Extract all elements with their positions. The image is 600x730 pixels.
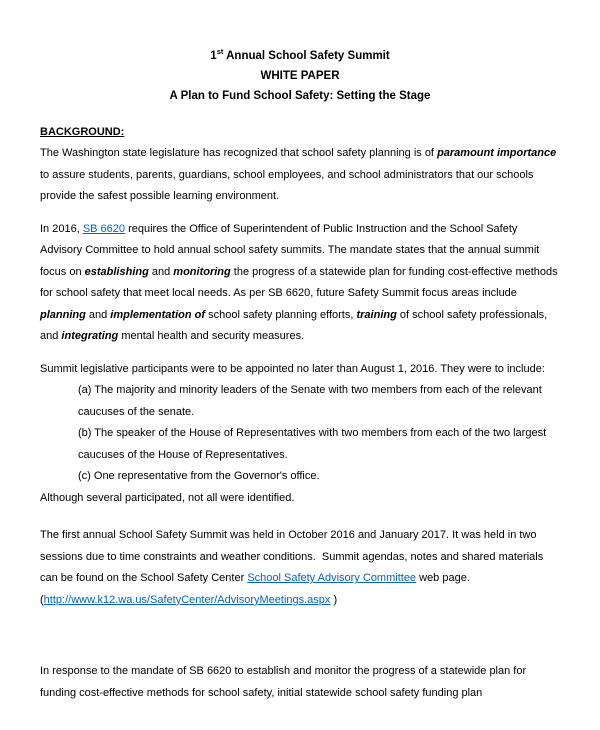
- text-run: school safety planning efforts,: [205, 308, 357, 321]
- text-run: of school safety professionals, and: [40, 308, 551, 343]
- inline-link[interactable]: http://www.k12.wa.us/SafetyCenter/AdvisoryMeetings.aspx: [43, 593, 331, 606]
- document-header: [40, 42, 560, 106]
- paragraph-legislature: [40, 143, 560, 208]
- list-item-c: (c) One representative from the Governor's office.: [78, 470, 320, 483]
- list-item-b: (b) The speaker of the House of Representatives with two members from each of the two largest caucuses of the House of Representatives.: [78, 427, 550, 461]
- text-run: (: [40, 593, 44, 606]
- text-run: mental health and security measures.: [118, 330, 305, 343]
- paragraph-participants-intro: Summit legislative participants were to be appointed no later than August 1, 2016. They were to include:: [40, 362, 545, 375]
- text-run: In 2016,: [40, 222, 83, 235]
- section-heading-background: BACKGROUND:: [40, 125, 125, 138]
- text-run: integrating: [61, 330, 119, 343]
- text-run: ): [330, 593, 338, 606]
- text-run: Annual School Safety Summit: [223, 49, 390, 62]
- text-run: 1: [210, 49, 217, 62]
- text-run: and: [85, 308, 111, 321]
- text-run: monitoring: [173, 265, 231, 278]
- inline-link[interactable]: SB 6620: [82, 222, 126, 235]
- summit-url-line: [40, 590, 560, 612]
- paragraph-response-mandate: In response to the mandate of SB 6620 to establish and monitor the progress of a statewide plan for funding cost-effective methods for school safety, initial statewide school safety funding plan: [40, 665, 530, 699]
- paragraph-participants-outro: Although several participated, not all were identified.: [40, 491, 295, 504]
- text-run: The first annual School Safety Summit was held in October 2016 and January 2017. It was held in two sessions due to time constraints and weather conditions. Summit agendas, notes and shared materials can be found on the School Safety Center: [40, 529, 547, 585]
- text-run: web page.: [416, 572, 470, 585]
- participants-list: [40, 380, 560, 488]
- text-run: implementation of: [110, 308, 206, 321]
- text-run: to assure students, parents, guardians, school employees, and school administrators that our schools provide the safest possible learning environment.: [40, 147, 560, 203]
- text-run: paramount importance: [437, 147, 557, 160]
- text-run: The Washington state legislature has recognized that school safety planning is of: [40, 147, 438, 160]
- document-title: [40, 42, 560, 66]
- document-tagline: A Plan to Fund School Safety: Setting the Stage: [169, 89, 431, 102]
- text-run: the progress of a statewide plan for funding cost-effective methods for school safety that meet local needs. As per SB 6620, future Safety Summit focus areas include: [40, 265, 561, 300]
- inline-link[interactable]: School Safety Advisory Committee: [247, 572, 417, 585]
- paragraph-first-summit: [40, 525, 560, 590]
- background-section: [40, 122, 560, 705]
- list-item-a: (a) The majority and minority leaders of the Senate with two members from each of the relevant caucuses of the senate.: [78, 384, 545, 418]
- text-run: establishing: [84, 265, 149, 278]
- text-run: requires the Office of Superintendent of Public Instruction and the School Safety Advisory Committee to hold annual school safety summits. The mandate states that the annual summit focus on: [40, 222, 543, 278]
- text-run: st: [216, 47, 224, 56]
- paragraph-sb6620-mandate: [40, 219, 560, 348]
- text-run: training: [356, 308, 397, 321]
- text-run: and: [148, 265, 174, 278]
- document-subtitle: WHITE PAPER: [260, 69, 340, 82]
- text-run: planning: [40, 308, 86, 321]
